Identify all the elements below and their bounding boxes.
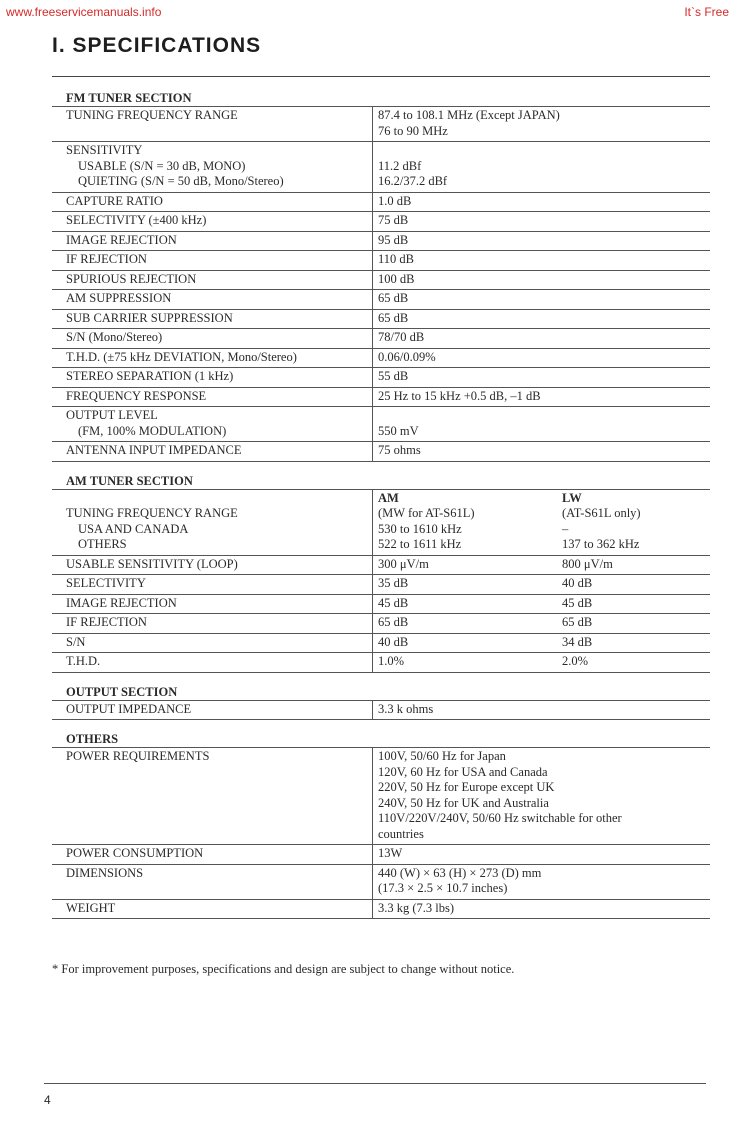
spec-value-line: 3.3 kg (7.3 lbs) <box>378 900 455 915</box>
spec-value <box>373 329 711 349</box>
am-spec-row <box>52 594 710 614</box>
spec-label-line: SPURIOUS REJECTION <box>66 271 197 286</box>
spec-label <box>52 864 360 899</box>
spec-row <box>52 192 710 212</box>
source-url[interactable]: www.freeservicemanuals.info <box>6 5 162 19</box>
lw-value: 40 dB <box>562 576 593 590</box>
am-value: 1.0% <box>373 653 563 673</box>
spec-gap <box>360 270 373 290</box>
spec-row <box>52 348 710 368</box>
lw-value: 65 dB <box>562 615 593 629</box>
spec-row <box>52 231 710 251</box>
footer-divider <box>44 1083 706 1084</box>
am-spec-row <box>52 633 710 653</box>
spec-label <box>52 748 360 845</box>
spec-value-line: 220V, 50 Hz for Europe except UK <box>378 780 555 794</box>
spec-row <box>52 290 710 310</box>
spec-value <box>373 348 711 368</box>
spec-label-line: USABLE (S/N = 30 dB, MONO) <box>78 158 246 173</box>
spec-gap <box>360 555 373 575</box>
spec-value <box>373 864 711 899</box>
spec-label-line: ANTENNA INPUT IMPEDANCE <box>66 443 242 457</box>
spec-label <box>52 368 360 388</box>
spec-value <box>373 387 711 407</box>
am-column-heading: AM <box>378 490 399 505</box>
spec-label-line: AM SUPPRESSION <box>66 291 172 305</box>
spec-label-line: OUTPUT LEVEL <box>66 408 158 422</box>
am-value: 35 dB <box>373 575 563 595</box>
spec-label: USABLE SENSITIVITY (LOOP) <box>66 556 238 571</box>
page-title: I. SPECIFICATIONS <box>52 34 262 57</box>
spec-value-line: 550 mV <box>378 423 419 438</box>
spec-gap <box>360 290 373 310</box>
spec-row <box>52 442 710 462</box>
spec-row <box>52 700 710 720</box>
spec-gap <box>360 700 373 720</box>
spec-label: T.H.D. <box>66 654 101 668</box>
lw-value: 45 dB <box>562 595 593 610</box>
spec-value-line: (17.3 × 2.5 × 10.7 inches) <box>378 881 508 895</box>
spec-label <box>52 387 360 407</box>
spec-value-line: 3.3 k ohms <box>378 701 434 716</box>
spec-content <box>52 90 710 919</box>
spec-value <box>373 212 711 232</box>
am-column <box>373 489 563 555</box>
lw-value: 2.0% <box>562 654 589 668</box>
spec-value-line: 120V, 60 Hz for USA and Canada <box>378 764 548 779</box>
spec-label-line: SELECTIVITY (±400 kHz) <box>66 213 207 227</box>
spec-label <box>52 700 360 720</box>
footnote: * For improvement purposes, specifications and design are subject to change without notice. <box>52 962 515 976</box>
am-spec-row <box>52 555 710 575</box>
spec-gap <box>360 614 373 634</box>
fm-section-title: FM TUNER SECTION <box>66 91 192 105</box>
spec-value-line: 75 ohms <box>378 443 421 457</box>
spec-row <box>52 329 710 349</box>
lw-column-heading: LW <box>562 490 582 505</box>
spec-value <box>373 231 711 251</box>
spec-row <box>52 899 710 919</box>
spec-label <box>52 899 360 919</box>
spec-label <box>52 309 360 329</box>
spec-label-line: USA AND CANADA <box>78 521 189 536</box>
spec-gap <box>360 107 373 142</box>
spec-value-line: 440 (W) × 63 (H) × 273 (D) mm <box>378 865 542 880</box>
spec-gap <box>360 864 373 899</box>
spec-value-line: – <box>562 521 569 536</box>
spec-label-line: S/N (Mono/Stereo) <box>66 330 163 344</box>
spec-gap <box>360 845 373 865</box>
spec-value-line: 137 to 362 kHz <box>562 537 640 551</box>
spec-gap <box>360 748 373 845</box>
spec-value-line: 25 Hz to 15 kHz +0.5 dB, –1 dB <box>378 388 541 403</box>
spec-value-line: 13W <box>378 846 403 860</box>
spec-value-line: 76 to 90 MHz <box>378 123 448 138</box>
spec-label-line: SENSITIVITY <box>66 143 143 157</box>
am-frequency-label <box>52 489 360 555</box>
spec-value <box>373 309 711 329</box>
spec-label-line: TUNING FREQUENCY RANGE <box>66 108 238 122</box>
spec-gap <box>360 899 373 919</box>
spec-value <box>373 368 711 388</box>
spec-value-line: 100 dB <box>378 271 415 286</box>
spec-gap <box>360 368 373 388</box>
spec-row <box>52 845 710 865</box>
spec-value-line: 0.06/0.09% <box>378 349 436 364</box>
spec-label-line: POWER REQUIREMENTS <box>66 749 210 763</box>
spec-row <box>52 212 710 232</box>
spec-label-line: T.H.D. (±75 kHz DEVIATION, Mono/Stereo) <box>66 349 297 364</box>
spec-value-line: 110 dB <box>378 252 414 266</box>
am-spec-row <box>52 614 710 634</box>
spec-value-line: 55 dB <box>378 369 409 383</box>
spec-row <box>52 309 710 329</box>
spec-value <box>373 251 711 271</box>
output-spec-table <box>52 700 710 721</box>
spec-value-line: 75 dB <box>378 213 409 227</box>
page-number: 4 <box>44 1093 51 1107</box>
spec-label-line: QUIETING (S/N = 50 dB, Mono/Stereo) <box>78 174 284 188</box>
spec-label: IF REJECTION <box>66 615 147 629</box>
spec-label <box>52 270 360 290</box>
spec-row <box>52 270 710 290</box>
spec-value <box>373 442 711 462</box>
spec-gap <box>360 348 373 368</box>
spec-value <box>373 700 711 720</box>
spec-label <box>52 212 360 232</box>
spec-gap <box>360 633 373 653</box>
spec-value-line: (AT-S61L only) <box>562 506 641 520</box>
spec-value <box>373 290 711 310</box>
spec-value-line: 65 dB <box>378 310 409 325</box>
spec-value-line: 65 dB <box>378 291 409 305</box>
spec-label <box>52 329 360 349</box>
spec-row <box>52 748 710 845</box>
spec-gap <box>360 329 373 349</box>
am-value: 40 dB <box>373 633 563 653</box>
spec-label-line: OUTPUT IMPEDANCE <box>66 701 192 716</box>
spec-value <box>373 899 711 919</box>
spec-row <box>52 368 710 388</box>
spec-value <box>373 107 711 142</box>
lw-value: 800 μV/m <box>562 556 613 571</box>
spec-value-line: 11.2 dBf <box>378 158 422 173</box>
am-spec-table <box>52 489 710 673</box>
am-value: 300 μV/m <box>373 555 563 575</box>
spec-row <box>52 107 710 142</box>
spec-label: S/N <box>66 634 86 649</box>
spec-value <box>373 192 711 212</box>
spec-label <box>52 107 360 142</box>
spec-gap <box>360 212 373 232</box>
spec-label-line: SUB CARRIER SUPPRESSION <box>66 310 233 325</box>
spec-gap <box>360 251 373 271</box>
spec-label-line: IMAGE REJECTION <box>66 232 177 247</box>
spec-label-line: WEIGHT <box>66 900 116 915</box>
spec-value-line: 95 dB <box>378 232 409 247</box>
spec-value <box>373 845 711 865</box>
others-spec-table <box>52 747 710 919</box>
am-value: 45 dB <box>373 594 563 614</box>
fm-spec-table <box>52 106 710 462</box>
spec-value-line: 100V, 50/60 Hz for Japan <box>378 749 506 763</box>
spec-label <box>52 348 360 368</box>
spec-label-line: FREQUENCY RESPONSE <box>66 388 207 403</box>
spec-value-line: 78/70 dB <box>378 330 425 344</box>
spec-value-line: 16.2/37.2 dBf <box>378 174 448 188</box>
spec-label-line: POWER CONSUMPTION <box>66 846 204 860</box>
spec-gap <box>360 387 373 407</box>
spec-gap <box>360 231 373 251</box>
spec-gap <box>360 575 373 595</box>
spec-label-line: STEREO SEPARATION (1 kHz) <box>66 369 234 383</box>
spec-label <box>52 142 360 193</box>
spec-row <box>52 387 710 407</box>
spec-gap <box>360 442 373 462</box>
lw-column <box>562 489 710 555</box>
am-spec-row <box>52 575 710 595</box>
spec-value-line: 1.0 dB <box>378 193 412 208</box>
spec-value-line: 530 to 1610 kHz <box>378 521 462 536</box>
spec-label-line: OTHERS <box>78 537 127 551</box>
spec-row <box>52 407 710 442</box>
spec-gap <box>360 594 373 614</box>
lw-value: 34 dB <box>562 634 593 649</box>
am-section-title: AM TUNER SECTION <box>66 473 193 488</box>
spec-value-line: 522 to 1611 kHz <box>378 537 462 551</box>
spec-row <box>52 251 710 271</box>
spec-value-line: 240V, 50 Hz for UK and Australia <box>378 795 549 810</box>
spec-label <box>52 251 360 271</box>
output-section-title: OUTPUT SECTION <box>66 684 178 699</box>
spec-label-line: DIMENSIONS <box>66 865 144 880</box>
header-tagline: It`s Free <box>684 5 729 19</box>
spec-value-line: 87.4 to 108.1 MHz (Except JAPAN) <box>378 108 560 122</box>
spec-value-line: countries <box>378 826 424 841</box>
spec-label <box>52 192 360 212</box>
spec-value <box>373 748 711 845</box>
spec-gap <box>360 653 373 673</box>
spec-label <box>52 407 360 442</box>
am-frequency-row <box>52 489 710 555</box>
spec-value-line: (MW for AT-S61L) <box>378 506 475 520</box>
spec-label <box>52 231 360 251</box>
spec-value-line: 110V/220V/240V, 50/60 Hz switchable for other <box>378 811 622 825</box>
title-divider <box>52 76 710 77</box>
spec-label: SELECTIVITY <box>66 576 146 590</box>
spec-label: IMAGE REJECTION <box>66 595 177 610</box>
others-section-title: OTHERS <box>66 732 119 746</box>
spec-label <box>52 442 360 462</box>
spec-gap <box>360 192 373 212</box>
spec-row <box>52 142 710 193</box>
spec-gap <box>360 309 373 329</box>
spec-label-line: CAPTURE RATIO <box>66 193 163 208</box>
spec-gap <box>360 407 373 442</box>
spec-label-line: TUNING FREQUENCY RANGE <box>66 506 238 520</box>
spec-value <box>373 142 711 193</box>
spec-value <box>373 270 711 290</box>
spec-label-line: IF REJECTION <box>66 252 147 266</box>
am-spec-row <box>52 653 710 673</box>
spec-value <box>373 407 711 442</box>
spec-row <box>52 864 710 899</box>
spec-label <box>52 845 360 865</box>
spec-gap <box>360 142 373 193</box>
spec-label-line: (FM, 100% MODULATION) <box>78 423 227 438</box>
am-value: 65 dB <box>373 614 563 634</box>
spec-label <box>52 290 360 310</box>
